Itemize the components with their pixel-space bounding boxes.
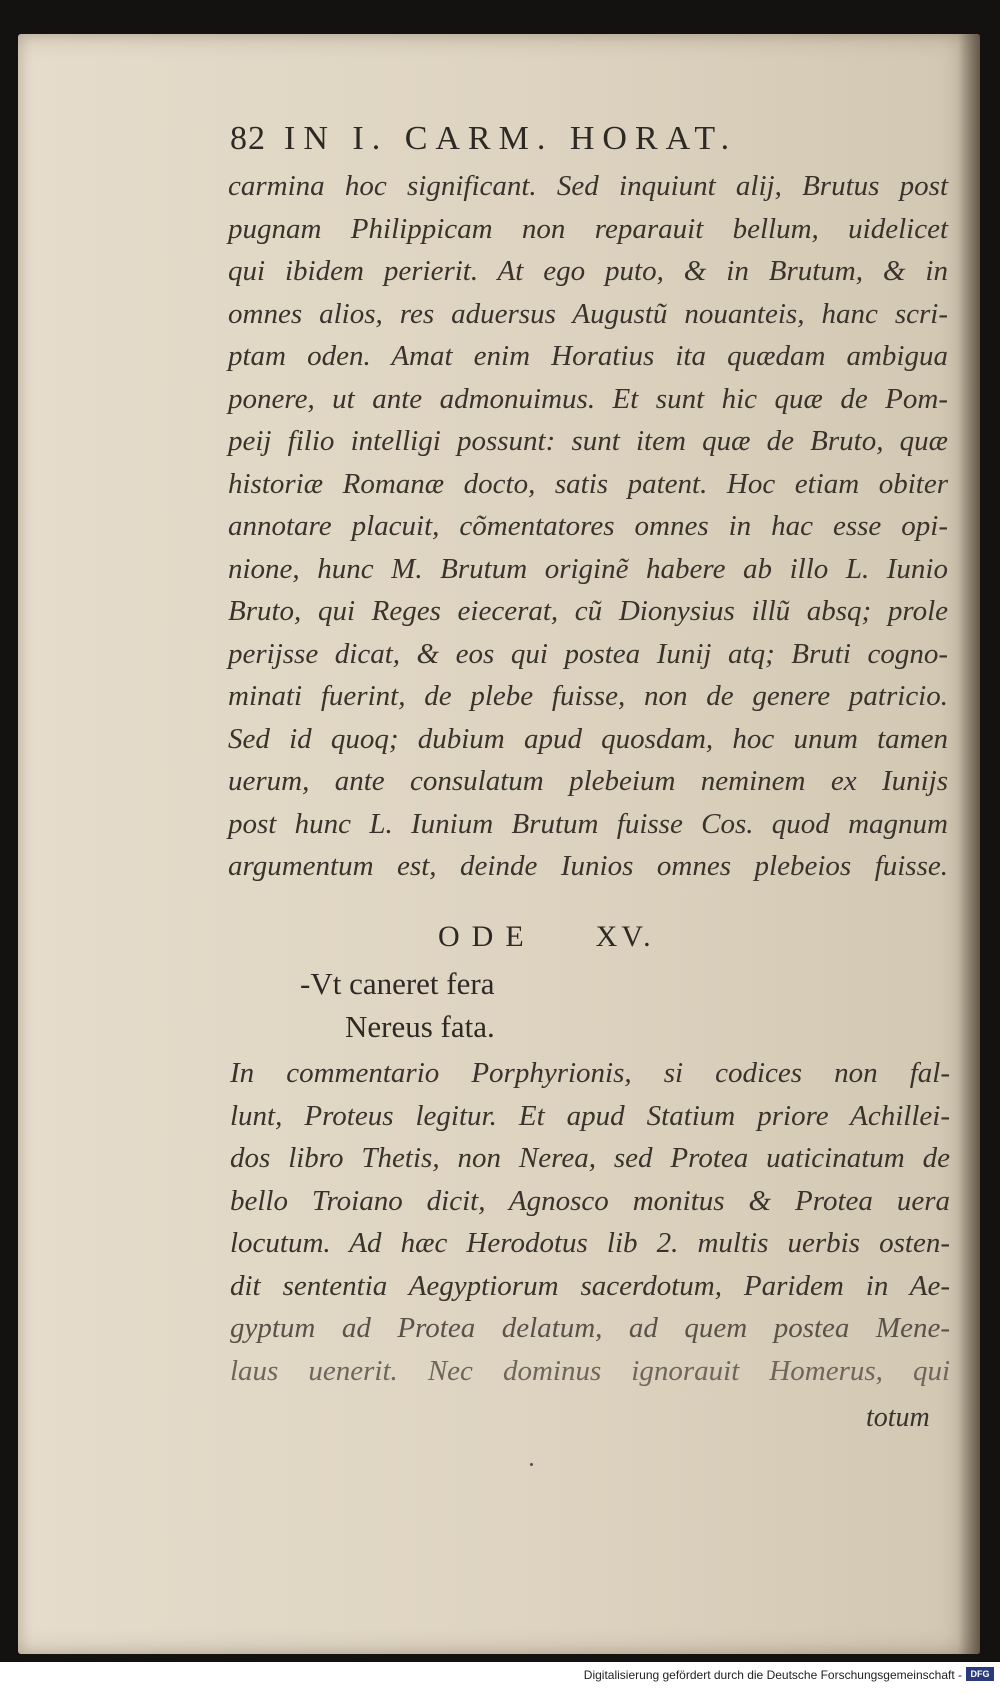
text-line: uerum, ante consulatum plebeium neminem ex Iunijs (228, 765, 948, 797)
text-line: lunt, Proteus legitur. Et apud Statium priore Achillei- (230, 1099, 950, 1132)
catchword: totum (866, 1402, 930, 1433)
page-edge-shadow (958, 34, 980, 1654)
text-line: carmina hoc significant. Sed inquiunt alij, Brutus post (228, 170, 948, 202)
footer-credit: Digitalisierung gefördert durch die Deutsche Forschungsgemeinschaft - (583, 1668, 962, 1682)
paper-speck (530, 1463, 533, 1466)
digitization-footer (0, 1662, 1000, 1694)
lemma-line-1: -Vt caneret fera (300, 966, 495, 1001)
text-line: laus uenerit. Nec dominus ignorauit Homerus, qui (230, 1354, 950, 1387)
lemma-line-2: Nereus fata. (345, 1009, 495, 1044)
commentary-paragraph-1 (228, 165, 948, 888)
text-line: ptam oden. Amat enim Horatius ita quædam ambigua (228, 340, 948, 372)
text-line: gyptum ad Protea delatum, ad quem postea Mene- (230, 1312, 950, 1344)
text-line: qui ibidem perierit. At ego puto, & in Brutum, & in (228, 255, 948, 287)
lemma-quotation (300, 962, 495, 1048)
text-line: Sed id quoq; dubium apud quosdam, hoc unum tamen (228, 722, 948, 755)
text-line: historiæ Romanæ docto, satis patent. Hoc etiam obiter (228, 467, 948, 500)
text-line: peij filio intelligi possunt: sunt item quæ de Bruto, quæ (228, 425, 948, 457)
page-number: 82 (230, 120, 266, 157)
ode-label: ODE (438, 920, 536, 953)
text-line: bello Troiano dicit, Agnosco monitus & Protea uera (230, 1184, 950, 1217)
text-line: locutum. Ad hæc Herodotus lib 2. multis uerbis osten- (230, 1227, 950, 1259)
text-line: Bruto, qui Reges eiecerat, cũ Dionysius illũ absq; prole (228, 595, 948, 627)
text-line: argumentum est, deinde Iunios omnes plebeios fuisse. (228, 850, 948, 882)
commentary-paragraph-2 (230, 1052, 950, 1392)
ode-number: XV. (595, 920, 655, 953)
text-line: ponere, ut ante admonuimus. Et sunt hic quæ de Pom- (228, 382, 948, 415)
text-line: omnes alios, res aduersus Augustũ nouanteis, hanc scri- (228, 297, 948, 330)
text-line: annotare placuit, cõmentatores omnes in hac esse opi- (228, 510, 948, 542)
dfg-logo-icon: DFG (966, 1667, 994, 1681)
text-line: In commentario Porphyrionis, si codices non fal- (230, 1057, 950, 1089)
text-line: dos libro Thetis, non Nerea, sed Protea uaticinatum de (230, 1142, 950, 1174)
text-line: minati fuerint, de plebe fuisse, non de genere patricio. (228, 680, 948, 712)
running-title: IN I. CARM. HORAT. (284, 120, 738, 157)
text-line: nione, hunc M. Brutum originẽ habere ab illo L. Iunio (228, 552, 948, 585)
text-line: perijsse dicat, & eos qui postea Iunij atq; Bruti cogno- (228, 637, 948, 670)
ode-heading (438, 920, 738, 954)
text-line: pugnam Philippicam non reparauit bellum, uidelicet (228, 212, 948, 245)
text-line: post hunc L. Iunium Brutum fuisse Cos. quod magnum (228, 807, 948, 840)
text-line: dit sententia Aegyptiorum sacerdotum, Paridem in Ae- (230, 1269, 950, 1302)
running-head (230, 120, 820, 158)
